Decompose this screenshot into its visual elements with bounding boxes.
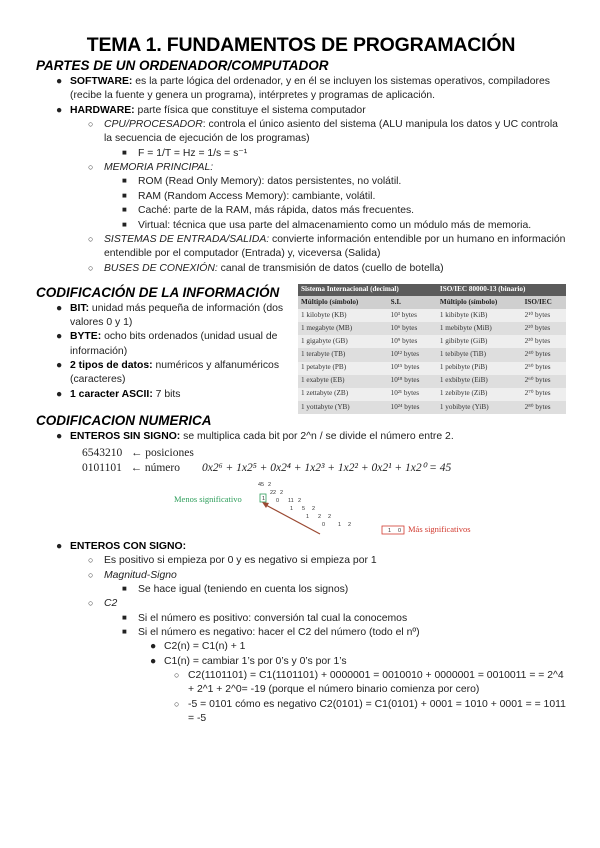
c2-neg-text: Si el número es negativo: hacer el C2 del número (todo el nº): [138, 627, 420, 639]
division-digit: 2: [348, 521, 352, 528]
table-head-si: Sistema Internacional (decimal): [298, 284, 437, 296]
software-label: SOFTWARE:: [70, 75, 133, 87]
table-cell: 1 petabyte (PB): [298, 362, 388, 375]
table-row: [298, 309, 566, 322]
cpu-label: CPU/PROCESADOR: [104, 119, 203, 131]
division-digit: 5: [302, 505, 306, 512]
table-cell: 1 pebibyte (PiB): [437, 362, 522, 375]
list-item-magnitud: ○ Magnitud-Signo ■ Se hace igual (teniendo en cuenta los signos): [70, 569, 566, 598]
list-item-ex2: ○ -5 = 0101 cómo es negativo C2(0101) = C1(0101) + 0001 = 1010 + 0001 = = 1011 = -5: [174, 698, 566, 725]
table-cell: 1 gigabyte (GB): [298, 335, 388, 348]
byte-label: BYTE:: [70, 331, 102, 343]
list-item-c2: ○ C2 ■ Si el número es positivo: conversión tal cual la conocemos ■ Si el número es negativo: hacer el C2 del número (todo el nº) ● C2(n) = C1(n) + 1 ● C1(n) = cambiar 1’s por 0’s y 0’s por 1’s ○ C2(1101101) = C1(1101101) + 0000001 = 0010010 + 0000001 = 0010011 = = 2^4 + 2^1 + 2^0= -19 (porque el número binario comienza por cero) ○ -5 = 0101 cómo es negativo C2(0101) = C1(0101) + 0001 = 1010 + 0001 = = 1011 = -5: [70, 597, 566, 726]
table-head-iso: ISO/IEC 80000-13 (binario): [437, 284, 566, 296]
division-digit: 2: [312, 505, 316, 512]
division-digit: 22: [270, 489, 277, 496]
table-cell: 2⁵⁰ bytes: [522, 362, 566, 375]
bit-text: unidad más pequeña de información (dos valores 0 y 1): [70, 302, 284, 328]
buses-text: canal de transmisión de datos (cuello de botella): [217, 262, 444, 274]
table-cell: 2²⁰ bytes: [522, 322, 566, 335]
table-cell: 2⁸⁰ bytes: [522, 401, 566, 414]
division-digit: 0: [276, 497, 280, 504]
hardware-text: parte física que constituye el sistema computador: [134, 104, 366, 116]
es-text: convierte información entendible por un humano en información entendible por el computador (Entrada) y, viceversa (Salida): [104, 233, 566, 260]
table-cell: 2⁶⁰ bytes: [522, 375, 566, 388]
division-digit: 2: [298, 497, 302, 504]
cpu-formula: F = 1/T = Hz = 1/s = s⁻¹: [138, 147, 248, 159]
codificacion-section: [36, 284, 566, 411]
rom-text: ROM (Read Only Memory): datos persistentes, no volátil.: [138, 176, 402, 188]
table-subheader-cell: Múltiplo (símbolo): [298, 296, 388, 309]
numerica-section: [36, 412, 566, 727]
magnitud-sub-text: Se hace igual (teniendo en cuenta los signos): [138, 583, 349, 595]
table-row: [298, 322, 566, 335]
division-diagram: [142, 480, 471, 534]
table-cell: 1 zettabyte (ZB): [298, 388, 388, 401]
list-item-cpu: ○ CPU/PROCESADOR: controla el único asiento del sistema (ALU manipula los datos y UC controla la secuencia de ejecución de los programas) ■ F = 1/T = Hz = 1/s = s⁻¹: [70, 118, 566, 161]
list-item-f1: ● C2(n) = C1(n) + 1: [150, 641, 246, 653]
table-cell: 1 tebibyte (TiB): [437, 348, 522, 361]
list-item-positivo: ○ Es positivo si empieza por 0 y es negativo si empieza por 1: [88, 555, 377, 567]
arrow-head-icon: [262, 502, 269, 508]
table-cell: 1 exabyte (EB): [298, 375, 388, 388]
table-subheader-cell: S.I.: [388, 296, 437, 309]
ram-text: RAM (Random Access Memory): cambiante, volátil.: [138, 190, 376, 202]
cpu-text: : controla el único asiento del sistema (ALU manipula los datos y UC controla la secuencia de ejecución de los programas): [104, 119, 558, 145]
list-item-es: ○ SISTEMAS DE ENTRADA/SALIDA: convierte información entendible por un humano en información entendible por el computador (Entrada) y, viceversa (Salida): [88, 233, 566, 260]
list-item-c2-neg: ■ Si el número es negativo: hacer el C2 del número (todo el nº) ● C2(n) = C1(n) + 1 ● C1(n) = cambiar 1’s por 0’s y 0’s por 1’s ○ C2(1101101) = C1(1101101) + 0000001 = 0010010 + 0000001 = 0010011 = = 2^4 + 2^1 + 2^0= -19 (porque el número binario comienza por cero) ○ -5 = 0101 cómo es negativo C2(0101) = C1(0101) + 0001 = 1010 + 0001 = = 1011 = -5: [104, 626, 566, 727]
list-item-tipos: ● 2 tipos de datos: numéricos y alfanuméricos (caracteres): [56, 359, 280, 386]
table-subheader-cell: Múltiplo (símbolo): [437, 296, 522, 309]
division-digit: 2: [328, 513, 332, 520]
division-digit: 1: [306, 513, 310, 520]
units-table-subheader: [298, 296, 566, 309]
hardware-label: HARDWARE:: [70, 104, 135, 116]
division-digit: 1: [262, 495, 266, 502]
table-cell: 1 megabyte (MB): [298, 322, 388, 335]
division-digit: 1: [388, 527, 392, 534]
codificacion-list-wrap: [36, 284, 296, 402]
table-cell: 2³⁰ bytes: [522, 335, 566, 348]
heading-codificacion: CODIFICACIÓN DE LA INFORMACIÓN: [36, 284, 280, 300]
division-digit: 45: [258, 481, 265, 488]
c2-pos-text: Si el número es positivo: conversión tal cual la conocemos: [138, 612, 408, 624]
positions-row: [82, 446, 194, 462]
f1-text: C2(n) = C1(n) + 1: [164, 641, 246, 653]
units-table: [298, 284, 566, 414]
table-cell: 1 mebibyte (MiB): [437, 322, 522, 335]
table-cell: 1 gibibyte (GiB): [437, 335, 522, 348]
list-item-rom: ■ ROM (Read Only Memory): datos persistentes, no volátil.: [122, 176, 402, 188]
list-item-cpu-formula: ■ F = 1/T = Hz = 1/s = s⁻¹: [122, 147, 248, 159]
number-row: [82, 461, 572, 477]
partes-list: [36, 75, 566, 276]
heading-partes: PARTES DE UN ORDENADOR/COMPUTADOR: [36, 58, 329, 74]
list-item-byte: ● BYTE: ocho bits ordenados (unidad usual de información): [56, 331, 278, 357]
tipos-label: 2 tipos de datos:: [70, 359, 153, 371]
table-subheader-cell: ISO/IEC: [522, 296, 566, 309]
table-row: [298, 348, 566, 361]
document-page: [36, 34, 566, 727]
division-digit: 2: [268, 481, 272, 488]
positions-label: ← posiciones: [130, 446, 194, 459]
list-item-virtual: ■ Virtual: técnica que usa parte del almacenamiento como un módulo más de memoria.: [122, 219, 532, 231]
list-item-sin-signo: ● ENTEROS SIN SIGNO: se multiplica cada bit por 2^n / se divide el número entre 2.: [56, 430, 454, 442]
table-row: [298, 401, 566, 414]
table-cell: 10³ bytes: [388, 309, 437, 322]
list-item-memoria: ○ MEMORIA PRINCIPAL: ■ ROM (Read Only Memory): datos persistentes, no volátil. ■ RAM (Random Access Memory): cambiante, volátil. ■ Caché: parte de la RAM, más rápida, datos más frecuentes. ■ Virtual: técnica que usa parte del almacenamiento como un módulo más de memoria.: [70, 161, 566, 233]
ascii-text: 7 bits: [152, 388, 181, 400]
number-digits: 0101101: [82, 461, 122, 474]
virtual-text: Virtual: técnica que usa parte del almacenamiento como un módulo más de memoria.: [138, 219, 532, 231]
table-row: [298, 375, 566, 388]
byte-text: ocho bits ordenados (unidad usual de información): [70, 331, 278, 357]
con-signo-label: ENTEROS CON SIGNO:: [70, 540, 187, 552]
positivo-text: Es positivo si empieza por 0 y es negativo si empieza por 1: [104, 555, 377, 567]
table-row: [298, 388, 566, 401]
list-item-magnitud-sub: ■ Se hace igual (teniendo en cuenta los signos): [122, 583, 349, 595]
list-item-c2-pos: ■ Si el número es positivo: conversión tal cual la conocemos: [122, 612, 408, 624]
sin-signo-text: se multiplica cada bit por 2^n / se divide el número entre 2.: [180, 430, 454, 442]
heading-numerica: CODIFICACION NUMERICA: [36, 412, 212, 428]
menos-significativo-label: Menos significativo: [174, 493, 242, 504]
table-cell: 1 kilobyte (KB): [298, 309, 388, 322]
list-item-ram: ■ RAM (Random Access Memory): cambiante, volátil.: [122, 190, 376, 202]
page-title: TEMA 1. FUNDAMENTOS DE PROGRAMACIÓN: [86, 34, 516, 56]
memoria-label: MEMORIA PRINCIPAL:: [104, 162, 214, 174]
es-label: SISTEMAS DE ENTRADA/SALIDA:: [104, 233, 270, 245]
units-table-body: [298, 296, 566, 414]
sum-formula: 0x2⁶ + 1x2⁵ + 0x2⁴ + 1x2³ + 1x2² + 0x2¹ + 1x2⁰ = 45: [202, 461, 452, 474]
division-digit: 2: [280, 489, 284, 496]
list-item-hardware: ● HARDWARE: parte física que constituye el sistema computador ○ CPU/PROCESADOR: controla el único asiento del sistema (ALU manipula los datos y UC controla la secuencia de ejecución de los programas) ■ F = 1/T = Hz = 1/s = s⁻¹ ○ MEMORIA PRINCIPAL: ■ ROM (Read Only Memory): datos persistentes, no volátil. ■ RAM (Random Access Memory): cambiante, volátil. ■ Caché: parte de la RAM, más rápida, datos más frecuentes. ■ Virtual: técnica que usa parte del almacenamiento como un módulo más de memoria. ○ SISTEMAS DE ENTRADA/SALIDA: convierte información entendible por un humano en información entendible por el computador (Entrada) y, viceversa (Salida) ○ BUSES DE CONEXIÓN: canal de transmisión de datos (cuello de botella): [36, 104, 566, 276]
table-cell: 1 yobibyte (YiB): [437, 401, 522, 414]
table-cell: 10⁹ bytes: [388, 335, 437, 348]
table-cell: 10¹⁸ bytes: [388, 375, 437, 388]
division-digits: [258, 482, 401, 534]
list-item-f2: ● C1(n) = cambiar 1’s por 0’s y 0’s por 1’s ○ C2(1101101) = C1(1101101) + 0000001 = 0010010 + 0000001 = 0010011 = = 2^4 + 2^1 + 2^0= -19 (porque el número binario comienza por cero) ○ -5 = 0101 cómo es negativo C2(0101) = C1(0101) + 0001 = 1010 + 0001 = = 1011 = -5: [138, 655, 566, 727]
table-cell: 1 yottabyte (YB): [298, 401, 388, 414]
ex1-text: C2(1101101) = C1(1101101) + 0000001 = 0010010 + 0000001 = 0010011 = = 2^4 + 2^1 + 2^0= -19 (porque el número binario comienza por cero): [188, 670, 564, 696]
number-label: ← número: [130, 461, 180, 474]
cache-text: Caché: parte de la RAM, más rápida, datos más frecuentes.: [138, 205, 415, 217]
list-item-ascii: ● 1 caracter ASCII: 7 bits: [56, 388, 181, 400]
c2-text: C2: [104, 598, 118, 610]
table-cell: 10⁶ bytes: [388, 322, 437, 335]
table-cell: 10¹² bytes: [388, 348, 437, 361]
division-digit: 11: [288, 497, 294, 504]
list-item-bit: ● BIT: unidad más pequeña de información (dos valores 0 y 1): [56, 302, 284, 328]
list-item-cache: ■ Caché: parte de la RAM, más rápida, datos más frecuentes.: [122, 205, 415, 217]
buses-label: BUSES DE CONEXIÓN:: [104, 262, 218, 274]
bit-label: BIT:: [70, 302, 90, 314]
tipos-text: numéricos y alfanuméricos (caracteres): [70, 359, 280, 386]
f2-text: C1(n) = cambiar 1’s por 0’s y 0’s por 1’s: [164, 655, 347, 667]
table-cell: 2⁴⁰ bytes: [522, 348, 566, 361]
division-digit: 0: [322, 521, 326, 528]
table-cell: 10²⁴ bytes: [388, 401, 437, 414]
table-cell: 10¹⁵ bytes: [388, 362, 437, 375]
binary-example: [82, 444, 566, 534]
ascii-label: 1 caracter ASCII:: [70, 388, 153, 400]
ex2-text: -5 = 0101 cómo es negativo C2(0101) = C1(0101) + 0001 = 1010 + 0001 = = 1011 = -5: [188, 698, 566, 725]
table-cell: 1 kibibyte (KiB): [437, 309, 522, 322]
table-cell: 10²¹ bytes: [388, 388, 437, 401]
table-row: [298, 362, 566, 375]
table-cell: 1 zebibyte (ZiB): [437, 388, 522, 401]
list-item-buses: ○ BUSES DE CONEXIÓN: canal de transmisión de datos (cuello de botella): [88, 262, 444, 274]
table-cell: 1 exbibyte (EiB): [437, 375, 522, 388]
mas-significativos-label: Más significativos: [408, 523, 471, 534]
positions-digits: 6543210: [82, 446, 123, 459]
list-item-con-signo: ● ENTEROS CON SIGNO: ○ Es positivo si empieza por 0 y es negativo si empieza por 1 ○ Magnitud-Signo ■ Se hace igual (teniendo en cuenta los signos) ○ C2 ■ Si el número es positivo: conversión tal cual la conocemos ■ Si el número es negativo: hacer el C2 del número (todo el nº) ● C2(n) = C1(n) + 1 ● C1(n) = cambiar 1’s por 0’s y 0’s por 1’s ○ C2(1101101) = C1(1101101) + 0000001 = 0010010 + 0000001 = 0010011 = = 2^4 + 2^1 + 2^0= -19 (porque el número binario comienza por cero) ○ -5 = 0101 cómo es negativo C2(0101) = C1(0101) + 0001 = 1010 + 0001 = = 1011 = -5: [36, 540, 566, 727]
sin-signo-label: ENTEROS SIN SIGNO:: [70, 430, 181, 442]
software-text: es la parte lógica del ordenador, y en él se incluyen los sistemas operativos, compiladores (recibe la fuente y genera un programa), intérpretes y programas de aplicación.: [70, 75, 550, 102]
division-digit: 0: [398, 527, 402, 534]
table-cell: 2¹⁰ bytes: [522, 309, 566, 322]
magnitud-text: Magnitud-Signo: [104, 569, 177, 581]
units-table-head: [298, 284, 566, 296]
table-cell: 1 terabyte (TB): [298, 348, 388, 361]
table-cell: 2⁷⁰ bytes: [522, 388, 566, 401]
division-digit: 2: [318, 513, 322, 520]
table-row: [298, 335, 566, 348]
list-item-ex1: ○ C2(1101101) = C1(1101101) + 0000001 = 0010010 + 0000001 = 0010011 = = 2^4 + 2^1 + 2^0= -19 (porque el número binario comienza por cero): [174, 670, 564, 696]
division-digit: 1: [338, 521, 342, 528]
division-digit: 1: [290, 505, 294, 512]
list-item-software: ● SOFTWARE: es la parte lógica del ordenador, y en él se incluyen los sistemas operativos, compiladores (recibe la fuente y genera un programa), intérpretes y programas de aplicación.: [56, 75, 550, 102]
